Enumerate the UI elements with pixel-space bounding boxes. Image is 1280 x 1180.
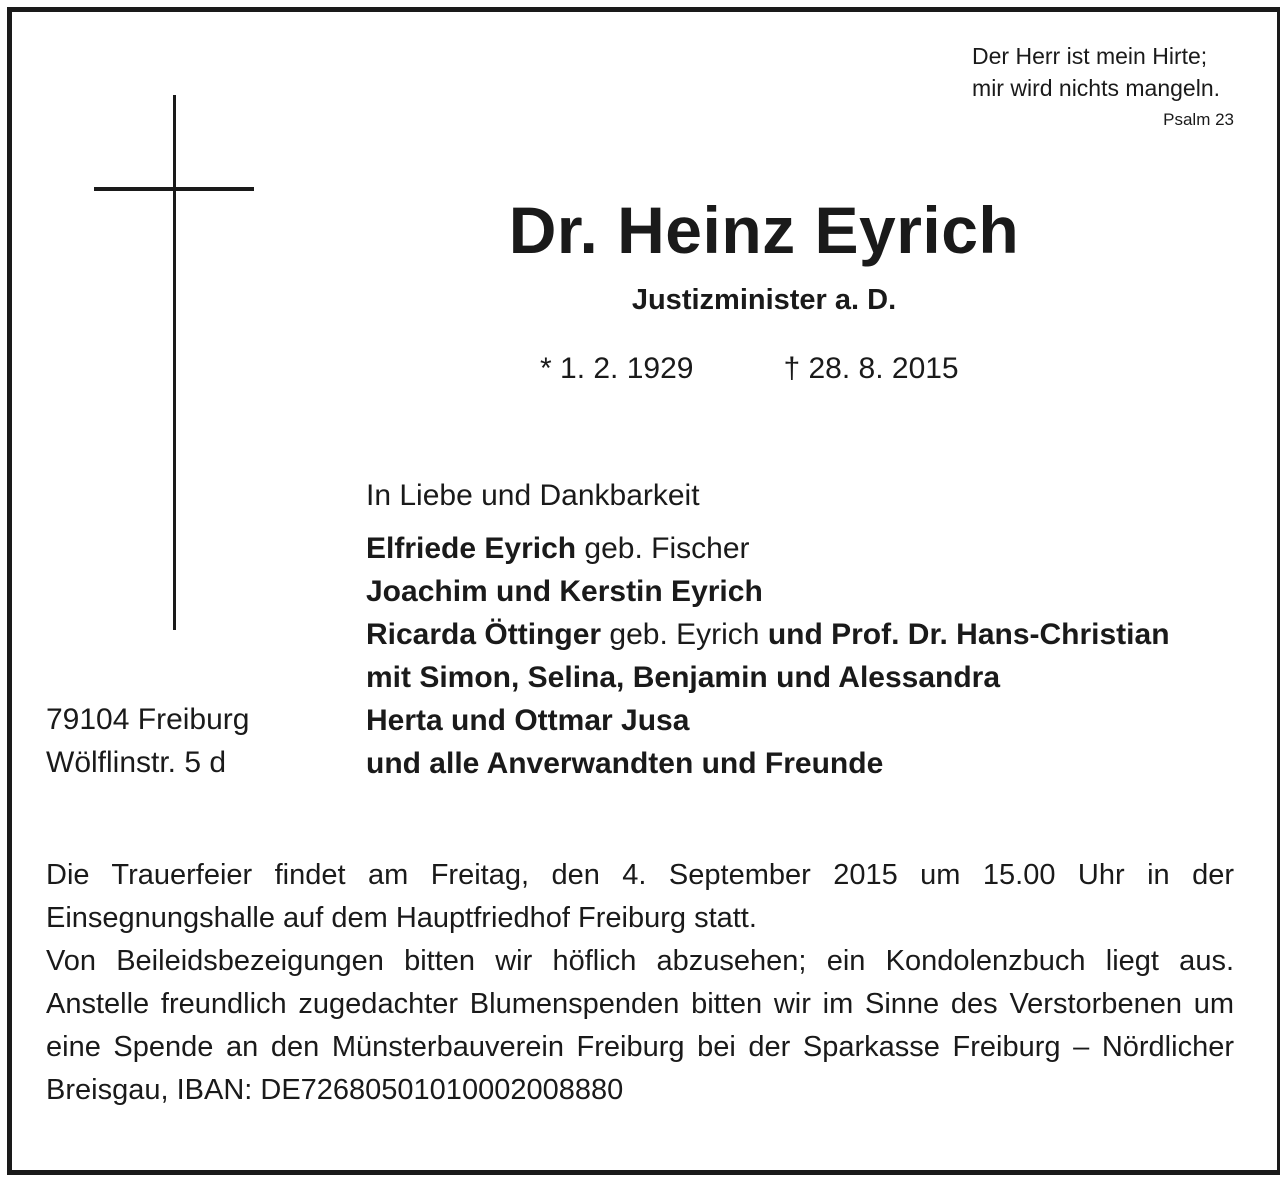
cross-horizontal-bar <box>94 187 254 191</box>
psalm-quote <box>972 40 1220 104</box>
mourner-note: geb. Fischer <box>576 532 750 565</box>
deceased-title: Justizminister a. D. <box>631 284 897 316</box>
deceased-name: Dr. Heinz Eyrich <box>508 193 1020 267</box>
cross-vertical-bar <box>173 95 176 630</box>
psalm-line-2: mir wird nichts mangeln. <box>972 75 1220 101</box>
psalm-reference: Psalm 23 <box>1163 110 1234 129</box>
death-date: † 28. 8. 2015 <box>783 352 959 385</box>
mourner-name: Ricarda Öttinger <box>366 618 602 651</box>
mourner-line-1 <box>366 527 1170 570</box>
address-city: 79104 Freiburg <box>46 703 250 736</box>
funeral-service-paragraph: Die Trauerfeier findet am Freitag, den 4. September 2015 um 15.00 Uhr in der Einsegnungshalle auf dem Hauptfriedhof Freiburg statt. <box>46 859 1234 934</box>
mourner-name: und Prof. Dr. Hans-Christian <box>767 618 1170 651</box>
mourner-line-3 <box>366 613 1170 656</box>
psalm-line-1: Der Herr ist mein Hirte; <box>972 43 1208 69</box>
mourner-line-4: mit Simon, Selina, Benjamin und Alessandra <box>366 661 1001 694</box>
mourner-note: geb. Eyrich <box>601 618 768 651</box>
mourners-list <box>366 474 1170 785</box>
life-dates <box>540 352 959 386</box>
mourner-name: Elfriede Eyrich <box>366 532 577 565</box>
mourner-line-2: Joachim und Kerstin Eyrich <box>366 575 763 608</box>
birth-date: * 1. 2. 1929 <box>540 352 694 385</box>
mourners-intro: In Liebe und Dankbarkeit <box>366 479 700 512</box>
family-address <box>46 698 249 784</box>
donation-paragraph: Von Beileidsbezeigungen bitten wir höflich abzusehen; ein Kondolenzbuch liegt aus. Anstelle freundlich zugedachter Blumenspenden bitten wir im Sinne des Verstorbenen um eine Spende an den Münsterbauverein Freiburg bei der Sparkasse Freiburg – Nördlicher Breisgau, IBAN: DE72680501010002008880 <box>46 945 1234 1106</box>
funeral-notice <box>46 854 1234 1112</box>
mourner-line-5: Herta und Ottmar Jusa <box>366 704 690 737</box>
mourner-line-6: und alle Anverwandten und Freunde <box>366 747 884 780</box>
address-street: Wölflinstr. 5 d <box>46 746 227 779</box>
